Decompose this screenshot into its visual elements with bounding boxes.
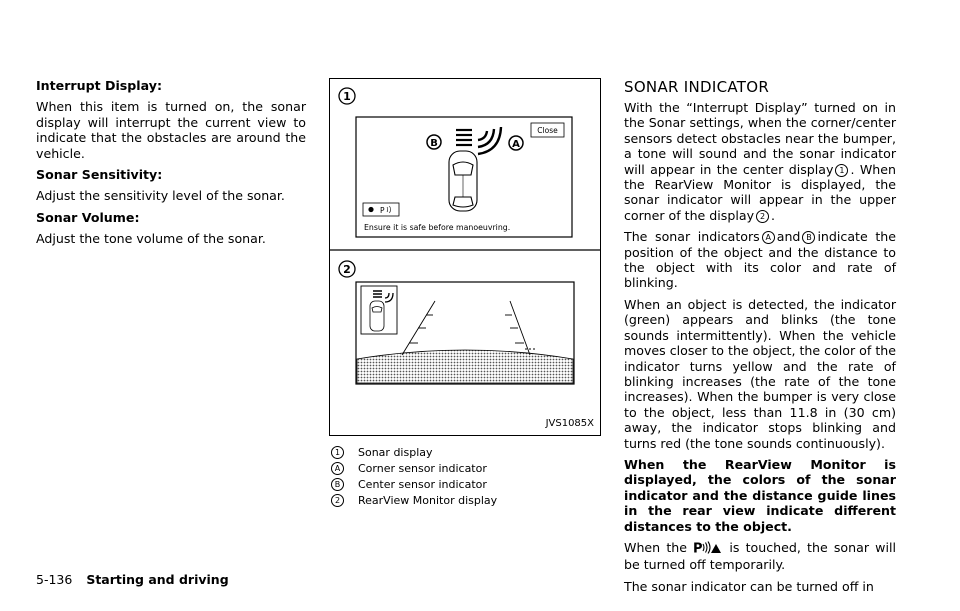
callout-b-text: B (430, 138, 438, 149)
page-footer (36, 572, 229, 587)
figure (329, 78, 601, 436)
figure-code: JVS1085X (545, 418, 594, 429)
svg-text:P: P (693, 541, 703, 554)
inline-marker: B (802, 231, 815, 244)
callout-a-text: A (512, 139, 520, 150)
text-span: indicate the position of the object and the distance to the object with its color and rate of blinking. (624, 229, 896, 291)
callout-1-marker (339, 88, 355, 104)
paragraph-indicators (624, 229, 896, 291)
page-number: 5-136 (36, 572, 73, 587)
legend-marker: B (331, 478, 344, 491)
inline-marker: 2 (756, 210, 769, 223)
inline-marker: A (762, 231, 775, 244)
warning-text: Ensure it is safe before manoeuvring. (364, 223, 511, 232)
text-span: is touched, the sonar will be turned off temporarily. (624, 539, 896, 573)
figure-legend (329, 444, 601, 508)
close-button-label: Close (537, 126, 558, 135)
paragraph-sonar-off (624, 540, 896, 573)
paragraph-rearview-bold: When the RearView Monitor is displayed, the colors of the sonar indicator and the distance guide lines in the rear view indicate different distances to the object. (624, 456, 896, 534)
legend-label: Corner sensor indicator (358, 461, 487, 475)
left-column (36, 78, 306, 253)
callout-2-marker (339, 261, 355, 277)
right-column (624, 78, 896, 600)
heading-sonar-volume: Sonar Volume: (36, 209, 140, 225)
text-span: The sonar indicators (624, 229, 760, 245)
legend-marker: A (331, 462, 344, 475)
callout-1-text: 1 (343, 90, 351, 103)
text-span: With the “Interrupt Display” turned on in the Sonar settings, when the corner/center sensors detect obstacles near the bumper, a tone will sound and the sonar indicator will appear in the center display (624, 100, 896, 177)
paragraph-intro (624, 100, 896, 223)
callout-2-text: 2 (343, 263, 351, 276)
paragraph-detection: When an object is detected, the indicator (green) appears and blinks (the tone sounds intermittently). When the vehicle moves closer to the object, the color of the indicator turns yellow and the rate of blinking increases (the rate of the tone increases). When the bumper is very close to the object, less than 11.8 in (30 cm) away, the indicator stops blinking and turns red (the tone sounds continuously). (624, 296, 896, 451)
legend-label: RearView Monitor display (358, 493, 498, 507)
bumper-area (357, 350, 573, 383)
inline-marker: 1 (835, 164, 848, 177)
legend-label: Sonar display (358, 445, 433, 459)
sonar-p-icon (693, 541, 723, 557)
legend-item (329, 460, 601, 476)
paragraph-sonar-sensitivity: Adjust the sensitivity level of the sonar. (36, 188, 285, 204)
section-title: SONAR INDICATOR (624, 78, 770, 96)
text-span: When the (624, 539, 688, 555)
legend-item (329, 444, 601, 460)
paragraph-sonar-volume: Adjust the tone volume of the sonar. (36, 231, 266, 247)
legend-item (329, 492, 601, 508)
heading-sonar-sensitivity: Sonar Sensitivity: (36, 167, 163, 183)
figure-illustration (330, 79, 600, 435)
paragraph-interrupt-display: When this item is turned on, the sonar display will interrupt the current view to indicate that the obstacles are around the vehicle. (36, 99, 306, 161)
legend-marker: 1 (331, 446, 344, 459)
p-button-label: P (380, 206, 385, 215)
legend-item (329, 476, 601, 492)
car-icon (449, 151, 477, 211)
text-span: and (776, 229, 801, 245)
text-span: . (771, 207, 776, 223)
inset-car-icon (370, 301, 384, 331)
heading-interrupt-display: Interrupt Display: (36, 78, 162, 93)
text-span: . When the RearView Monitor is displayed, the sonar indicator will appear in the upper corner of the display (624, 161, 897, 223)
paragraph-turn-off: The sonar indicator can be turned off in (624, 578, 874, 594)
legend-label: Center sensor indicator (358, 477, 487, 491)
footer-section-title: Starting and driving (86, 572, 229, 587)
legend-marker: 2 (331, 494, 344, 507)
